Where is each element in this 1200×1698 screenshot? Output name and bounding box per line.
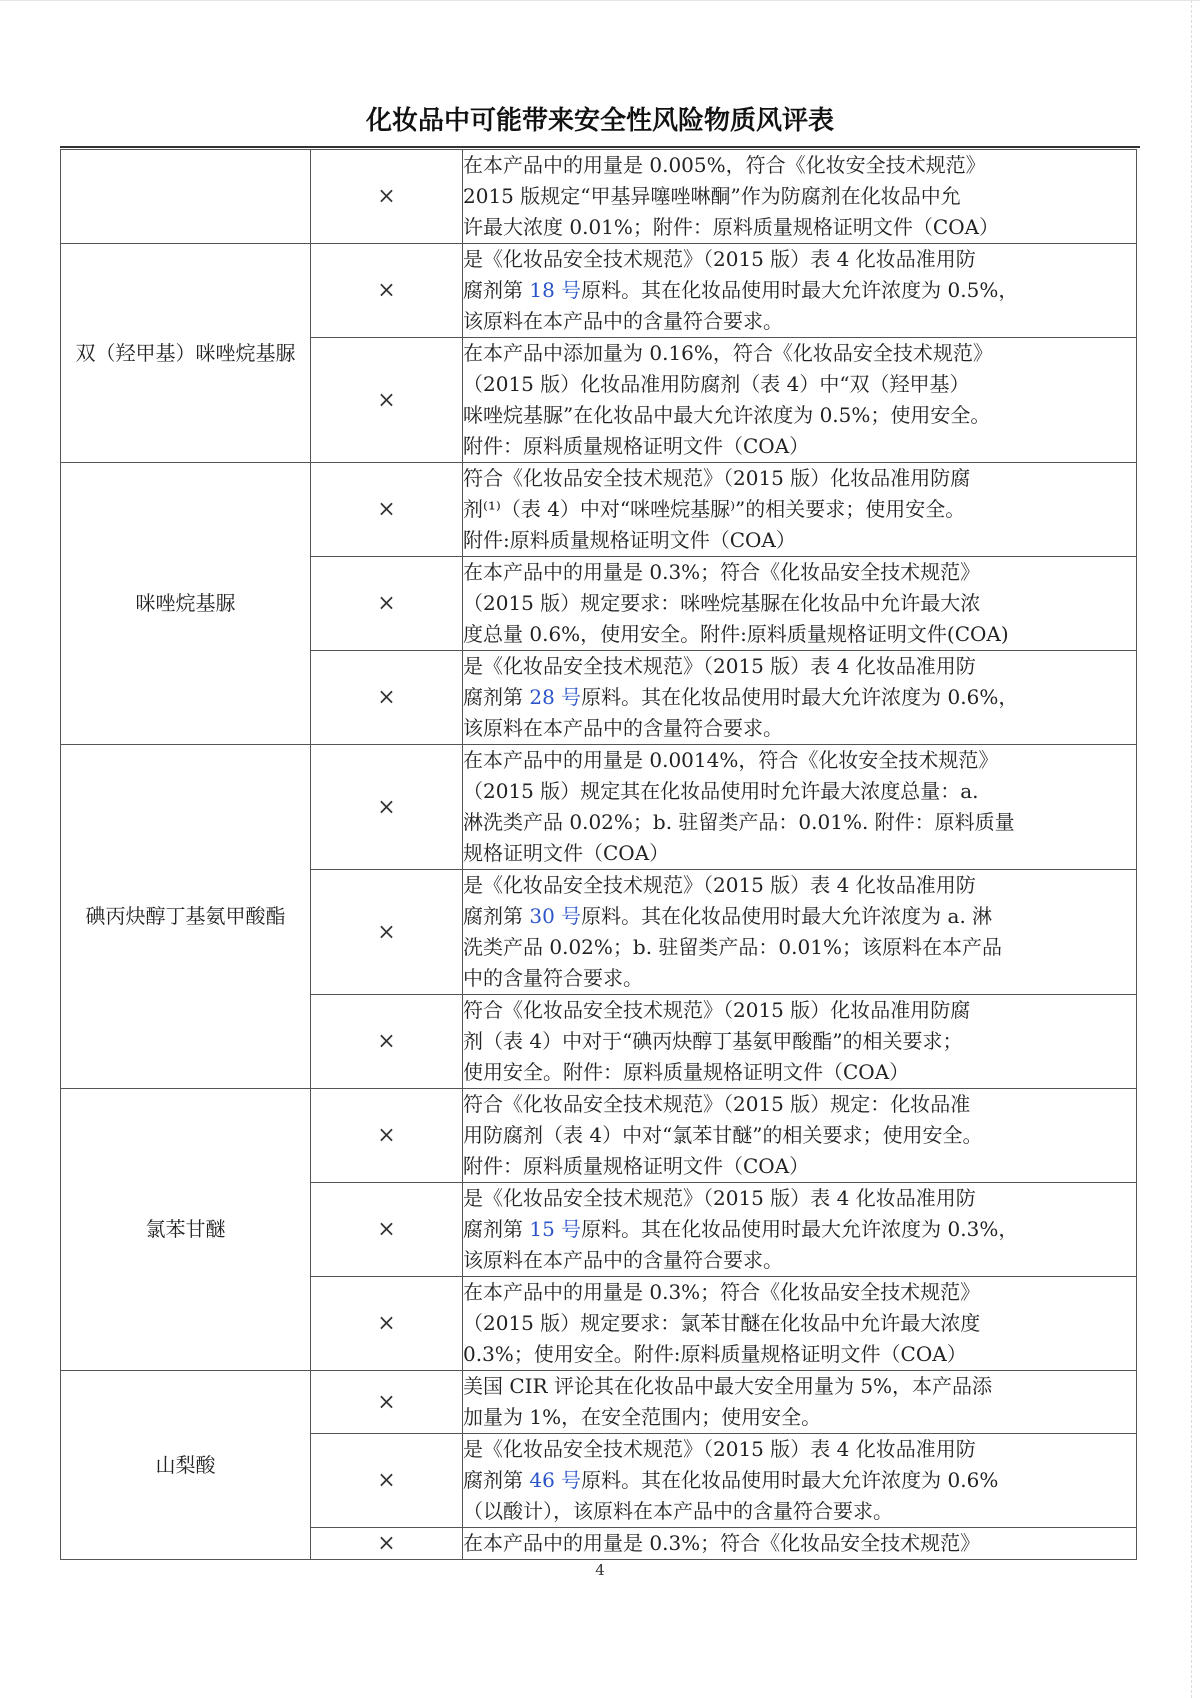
assessment-text-cell: 美国 CIR 评论其在化妆品中最大安全用量为 5%，本产品添 加量为 1%，在安全范围内；使用安全。 [463,1371,1137,1434]
assessment-text-part: 是《化妆品安全技术规范》（2015 版）表 4 化妆品准用防 腐剂第 [463,1437,976,1492]
assessment-text-cell: 在本产品中的用量是 0.005%，符合《化妆安全技术规范》 2015 版规定“甲基异噻唑啉酮”作为防腐剂在化妆品中允 许最大浓度 0.01%；附件：原料质量规格证明文件（COA） [463,150,1137,244]
assessment-text-part: 原料。其在化妆品使用时最大允许浓度为 0.6%， 该原料在本产品中的含量符合要求。 [463,685,1019,740]
risk-mark-cell: × [311,1277,463,1371]
preservative-number-link[interactable]: 46 号 [529,1468,582,1492]
preservative-number-link[interactable]: 28 号 [529,685,582,709]
assessment-text-part: 是《化妆品安全技术规范》（2015 版）表 4 化妆品准用防 腐剂第 [463,873,976,928]
risk-mark-cell: × [311,557,463,651]
substance-name-cell: 咪唑烷基脲 [61,463,311,745]
risk-mark-cell: × [311,150,463,244]
table-row [61,1089,1137,1183]
assessment-text-part: 是《化妆品安全技术规范》（2015 版）表 4 化妆品准用防 腐剂第 [463,247,976,302]
substance-name-cell [61,150,311,244]
assessment-text-cell [463,1434,1137,1528]
risk-mark-cell: × [311,745,463,870]
table-row [61,150,1137,244]
assessment-text-cell [463,244,1137,338]
assessment-text-part: 原料。其在化妆品使用时最大允许浓度为 0.5%， 该原料在本产品中的含量符合要求。 [463,278,1019,333]
substance-name-cell: 山梨酸 [61,1371,311,1560]
substance-name-cell: 双（羟甲基）咪唑烷基脲 [61,244,311,463]
table-row [61,463,1137,557]
substance-name-cell: 碘丙炔醇丁基氨甲酸酯 [61,745,311,1089]
assessment-text-part: 原料。其在化妆品使用时最大允许浓度为 0.6% （以酸计），该原料在本产品中的含量符合要求。 [463,1468,999,1523]
preservative-number-link[interactable]: 30 号 [529,904,582,928]
page-right-border [1190,0,1192,1698]
assessment-text-cell: 在本产品中的用量是 0.3%；符合《化妆品安全技术规范》 [463,1528,1137,1560]
assessment-text-cell [463,651,1137,745]
assessment-text-cell: 在本产品中添加量为 0.16%，符合《化妆品安全技术规范》 （2015 版）化妆品准用防腐剂（表 4）中“双（羟甲基） 咪唑烷基脲”在化妆品中最大允许浓度为 0.5%；使用安全。 附件：原料质量规格证明文件（COA） [463,338,1137,463]
risk-mark-cell: × [311,244,463,338]
assessment-text-part: 是《化妆品安全技术规范》（2015 版）表 4 化妆品准用防 腐剂第 [463,1186,976,1241]
preservative-number-link[interactable]: 15 号 [529,1217,582,1241]
page-title: 化妆品中可能带来安全性风险物质风评表 [365,106,834,136]
risk-mark-cell: × [311,1089,463,1183]
risk-mark-cell: × [311,1528,463,1560]
risk-table-body [61,150,1137,1560]
assessment-text-cell: 在本产品中的用量是 0.3%；符合《化妆品安全技术规范》 （2015 版）规定要求：咪唑烷基脲在化妆品中允许最大浓 度总量 0.6%，使用安全。附件:原料质量规格证明文件(COA) [463,557,1137,651]
table-row [61,1371,1137,1434]
risk-mark-cell: × [311,870,463,995]
page-number: 4 [595,1561,605,1579]
assessment-text-cell [463,870,1137,995]
assessment-text-cell: 在本产品中的用量是 0.0014%，符合《化妆安全技术规范》 （2015 版）规定其在化妆品使用时允许最大浓度总量：a. 淋洗类产品 0.02%；b. 驻留类产品：0.01%. 附件：原料质量 规格证明文件（COA） [463,745,1137,870]
assessment-text-cell: 符合《化妆品安全技术规范》（2015 版）化妆品准用防腐 剂（表 4）中对于“碘丙炔醇丁基氨甲酸酯”的相关要求； 使用安全。附件：原料质量规格证明文件（COA） [463,995,1137,1089]
table-row [61,745,1137,870]
assessment-text-cell: 符合《化妆品安全技术规范》（2015 版）化妆品准用防腐 剂⁽¹⁾（表 4）中对“咪唑烷基脲⁾”的相关要求；使用安全。 附件:原料质量规格证明文件（COA） [463,463,1137,557]
title-divider [60,146,1140,148]
risk-mark-cell: × [311,463,463,557]
assessment-text-cell [463,1183,1137,1277]
assessment-text-cell: 符合《化妆品安全技术规范》（2015 版）规定：化妆品准 用防腐剂（表 4）中对“氯苯甘醚”的相关要求；使用安全。 附件：原料质量规格证明文件（COA） [463,1089,1137,1183]
assessment-text-part: 是《化妆品安全技术规范》（2015 版）表 4 化妆品准用防 腐剂第 [463,654,976,709]
risk-mark-cell: × [311,651,463,745]
risk-mark-cell: × [311,1183,463,1277]
substance-name-cell: 氯苯甘醚 [61,1089,311,1371]
risk-mark-cell: × [311,995,463,1089]
risk-mark-cell: × [311,338,463,463]
table-row [61,244,1137,338]
assessment-text-cell: 在本产品中的用量是 0.3%；符合《化妆品安全技术规范》 （2015 版）规定要求：氯苯甘醚在化妆品中允许最大浓度 0.3%；使用安全。附件:原料质量规格证明文件（COA） [463,1277,1137,1371]
page-top-border [0,0,1200,15]
preservative-number-link[interactable]: 18 号 [529,278,582,302]
assessment-text-part: 原料。其在化妆品使用时最大允许浓度为 0.3%， 该原料在本产品中的含量符合要求。 [463,1217,1019,1272]
assessment-text-part: 原料。其在化妆品使用时最大允许浓度为 a. 淋 洗类产品 0.02%；b. 驻留类产品：0.01%；该原料在本产品 中的含量符合要求。 [463,904,1002,990]
risk-assessment-table [60,149,1137,1560]
risk-mark-cell: × [311,1371,463,1434]
risk-mark-cell: × [311,1434,463,1528]
